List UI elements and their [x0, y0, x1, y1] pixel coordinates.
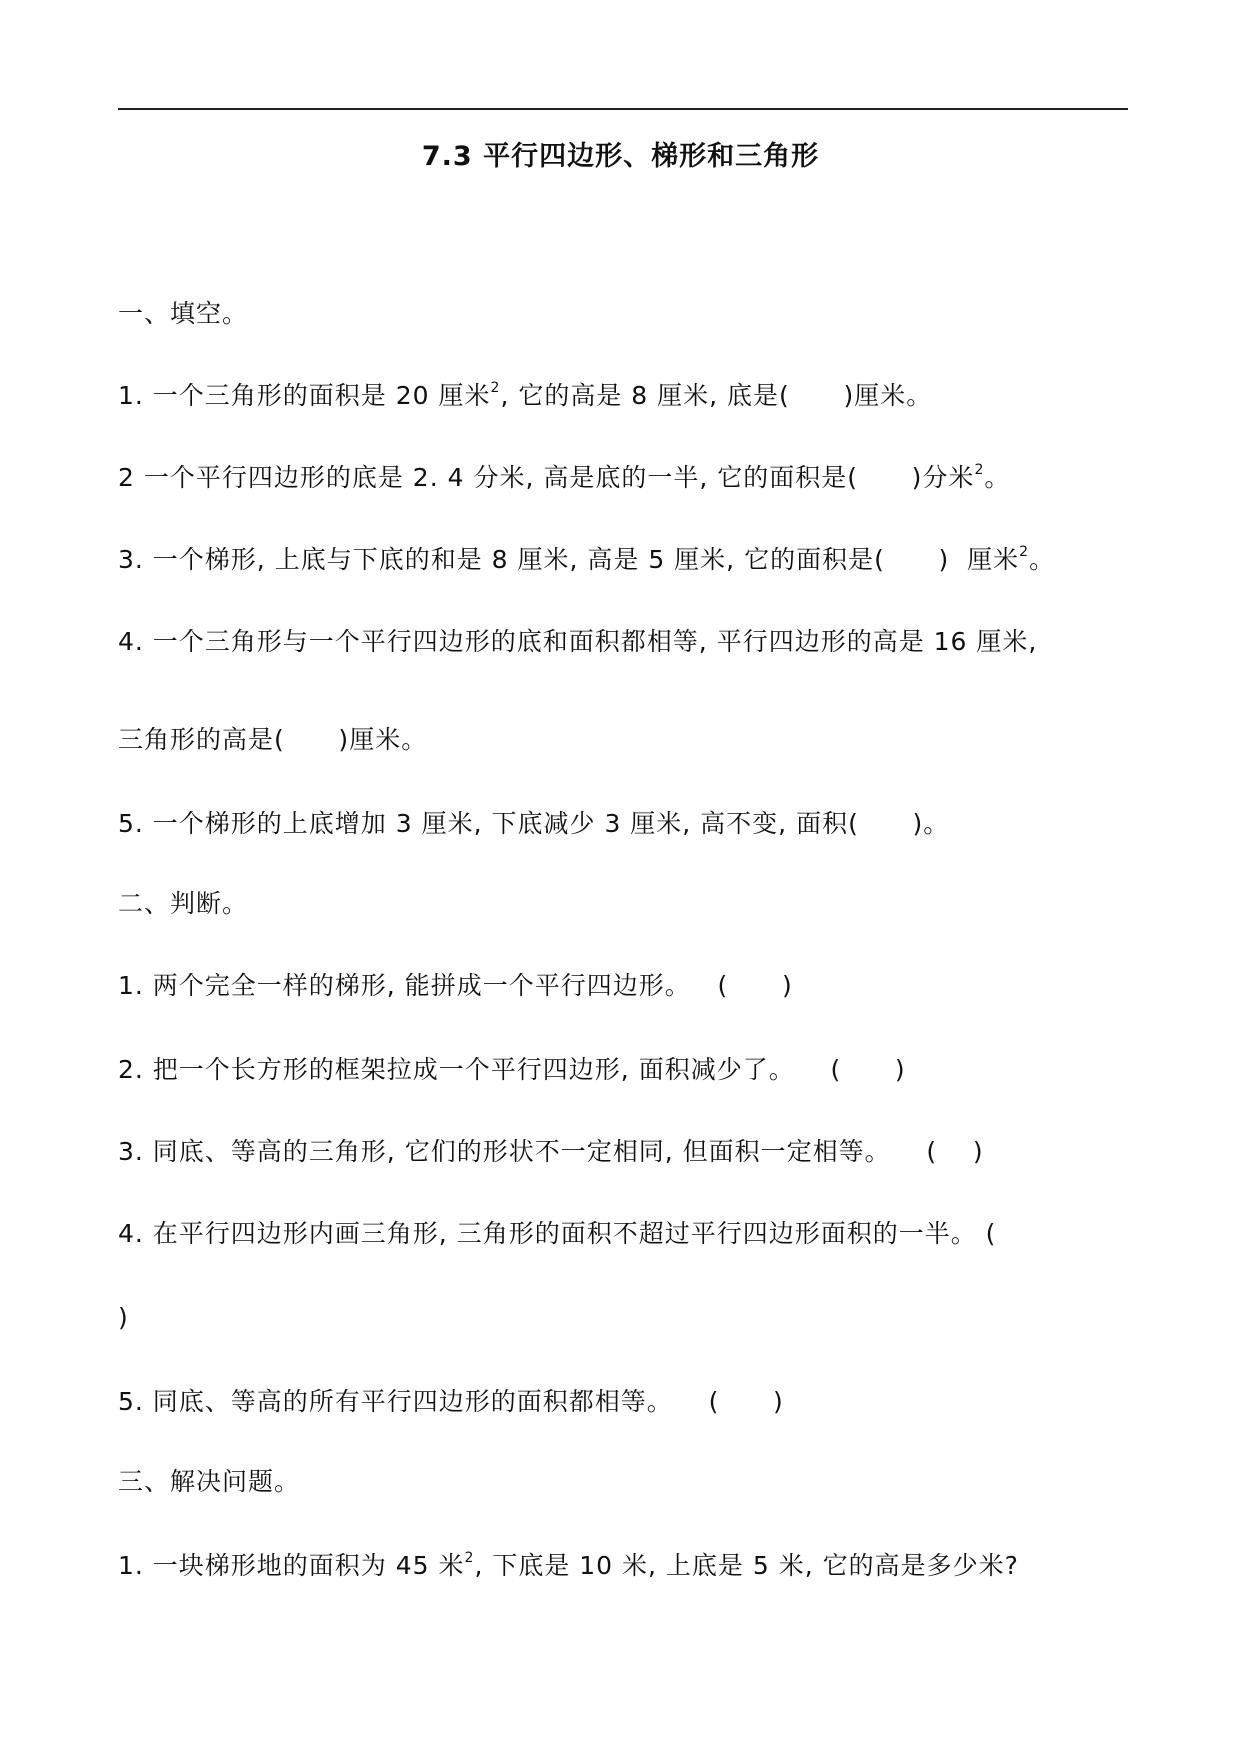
- section-heading-problem-solving: 三、解决问题。: [118, 1467, 301, 1496]
- problem-question-1-text-a: 1. 一块梯形地的面积为 45 米: [118, 1551, 465, 1580]
- fill-question-1: [118, 380, 932, 412]
- fill-question-3-sup: 2: [1019, 544, 1030, 560]
- fill-question-3-text-b: 。: [1029, 545, 1056, 574]
- fill-question-1-text-b: , 它的高是 8 厘米, 底是( )厘米。: [500, 381, 933, 410]
- judge-question-4-line-2: ): [118, 1303, 129, 1332]
- problem-question-1-text-b: , 下底是 10 米, 上底是 5 米, 它的高是多少米?: [474, 1551, 1019, 1580]
- fill-question-3-text-a: 3. 一个梯形, 上底与下底的和是 8 厘米, 高是 5 厘米, 它的面积是( ) 厘米: [118, 545, 1020, 574]
- fill-question-1-sup: 2: [490, 380, 501, 396]
- problem-question-1-sup: 2: [464, 1550, 475, 1566]
- fill-question-4-line-2: 三角形的高是( )厘米。: [118, 725, 428, 754]
- fill-question-3: [118, 544, 1055, 576]
- fill-question-2-text-a: 2 一个平行四边形的底是 2. 4 分米, 高是底的一半, 它的面积是( )分米: [118, 463, 975, 492]
- fill-question-2-sup: 2: [974, 462, 985, 478]
- page-title: 7.3 平行四边形、梯形和三角形: [421, 141, 820, 172]
- fill-question-5: 5. 一个梯形的上底增加 3 厘米, 下底减少 3 厘米, 高不变, 面积( )。: [118, 809, 950, 838]
- section-heading-fill-blank: 一、填空。: [118, 299, 249, 328]
- header-rule: [118, 108, 1128, 110]
- judge-question-2: 2. 把一个长方形的框架拉成一个平行四边形, 面积减少了。 ( ): [118, 1055, 906, 1084]
- fill-question-1-text-a: 1. 一个三角形的面积是 20 厘米: [118, 381, 491, 410]
- problem-question-1: [118, 1550, 1019, 1582]
- judge-question-4-line-1: 4. 在平行四边形内画三角形, 三角形的面积不超过平行四边形面积的一半。 (: [118, 1219, 997, 1248]
- fill-question-4-line-1: 4. 一个三角形与一个平行四边形的底和面积都相等, 平行四边形的高是 16 厘米,: [118, 627, 1038, 656]
- judge-question-5: 5. 同底、等高的所有平行四边形的面积都相等。 ( ): [118, 1387, 784, 1416]
- judge-question-1: 1. 两个完全一样的梯形, 能拼成一个平行四边形。 ( ): [118, 971, 793, 1000]
- judge-question-3: 3. 同底、等高的三角形, 它们的形状不一定相同, 但面积一定相等。 ( ): [118, 1137, 984, 1166]
- fill-question-2: [118, 462, 1010, 494]
- fill-question-2-text-b: 。: [984, 463, 1011, 492]
- section-heading-true-false: 二、判断。: [118, 889, 249, 918]
